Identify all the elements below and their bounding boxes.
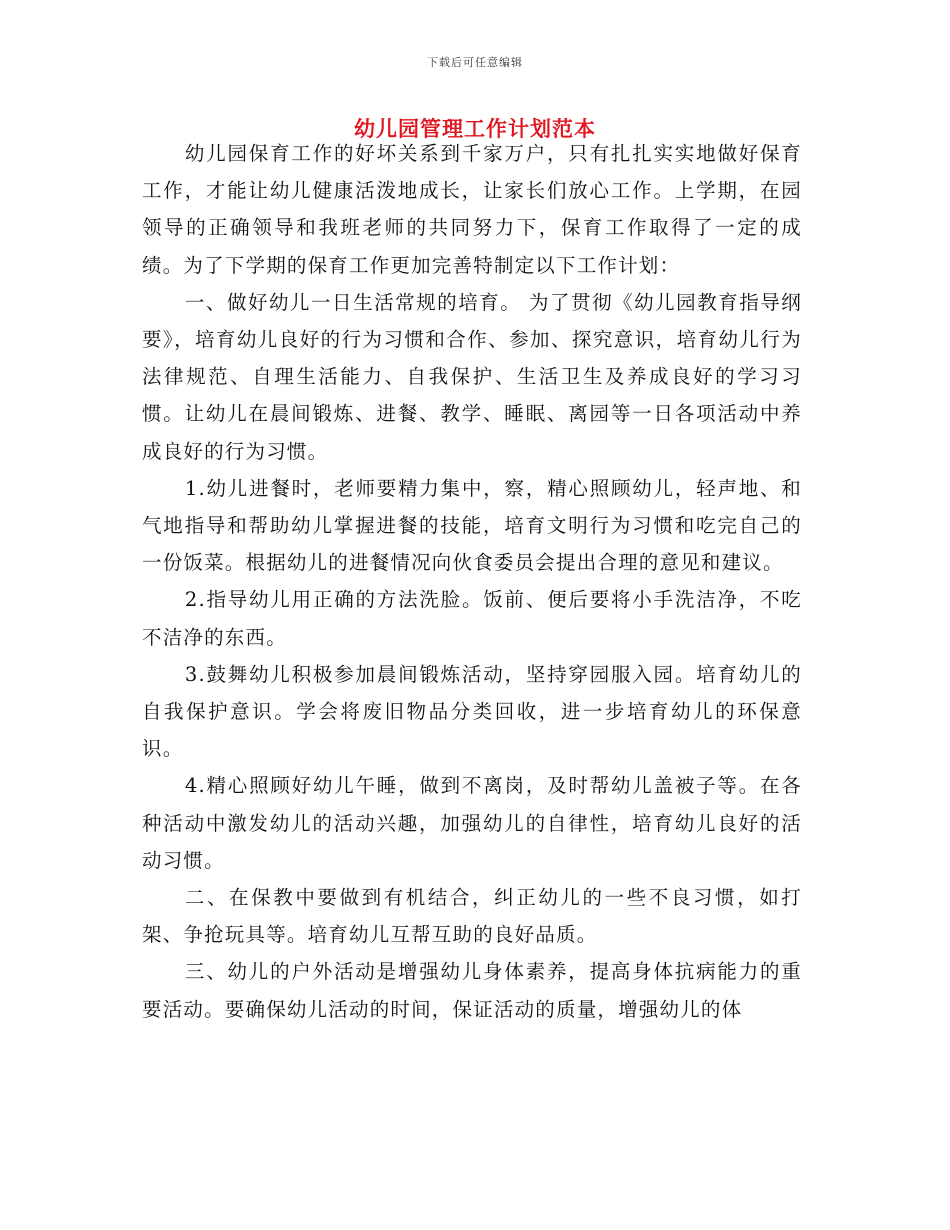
paragraph-section-3: 三、幼儿的户外活动是增强幼儿身体素养，提高身体抗病能力的重要活动。要确保幼儿活动的时间，保证活动的质量，增强幼儿的体 — [142, 960, 802, 1021]
paragraph-item-1: 1.幼儿进餐时，老师要精力集中，察，精心照顾幼儿，轻声地、和气地指导和帮助幼儿掌握进餐的技能，培育文明行为习惯和吃完自己的一份饭菜。根据幼儿的进餐情况向伙食委员会提出合理的意见和建议。 — [142, 476, 802, 575]
document-title: 幼儿园管理工作计划范本 — [354, 116, 596, 141]
paragraph-item-2: 2.指导幼儿用正确的方法洗脸。饭前、便后要将小手洗洁净，不吃不洁净的东西。 — [142, 588, 802, 649]
header-note: 下载后可任意编辑 — [427, 56, 523, 69]
paragraph-section-1: 一、做好幼儿一日生活常规的培育。 为了贯彻《幼儿园教育指导纲要》，培育幼儿良好的行为习惯和合作、参加、探究意识，培育幼儿行为法律规范、自理生活能力、自我保护、生活卫生及养成良好的学习习惯。让幼儿在晨间锻炼、进餐、教学、睡眠、离园等一日各项活动中养成良好的行为习惯。 — [142, 290, 802, 463]
paragraph-item-4: 4.精心照顾好幼儿午睡，做到不离岗，及时帮幼儿盖被子等。在各种活动中激发幼儿的活动兴趣，加强幼儿的自律性，培育幼儿良好的活动习惯。 — [142, 774, 802, 872]
document-body — [142, 135, 802, 1028]
paragraph-intro: 幼儿园保育工作的好坏关系到千家万户，只有扎扎实实地做好保育工作，才能让幼儿健康活泼地成长，让家长们放心工作。上学期，在园领导的正确领导和我班老师的共同努力下，保育工作取得了一定的成绩。为了下学期的保育工作更加完善特制定以下工作计划： — [142, 142, 802, 277]
paragraph-section-2: 二、在保教中要做到有机结合，纠正幼儿的一些不良习惯，如打架、争抢玩具等。培育幼儿互帮互助的良好品质。 — [142, 886, 802, 947]
paragraph-item-3: 3.鼓舞幼儿积极参加晨间锻炼活动，坚持穿园服入园。培育幼儿的自我保护意识。学会将废旧物品分类回收，进一步培育幼儿的环保意识。 — [142, 662, 802, 761]
